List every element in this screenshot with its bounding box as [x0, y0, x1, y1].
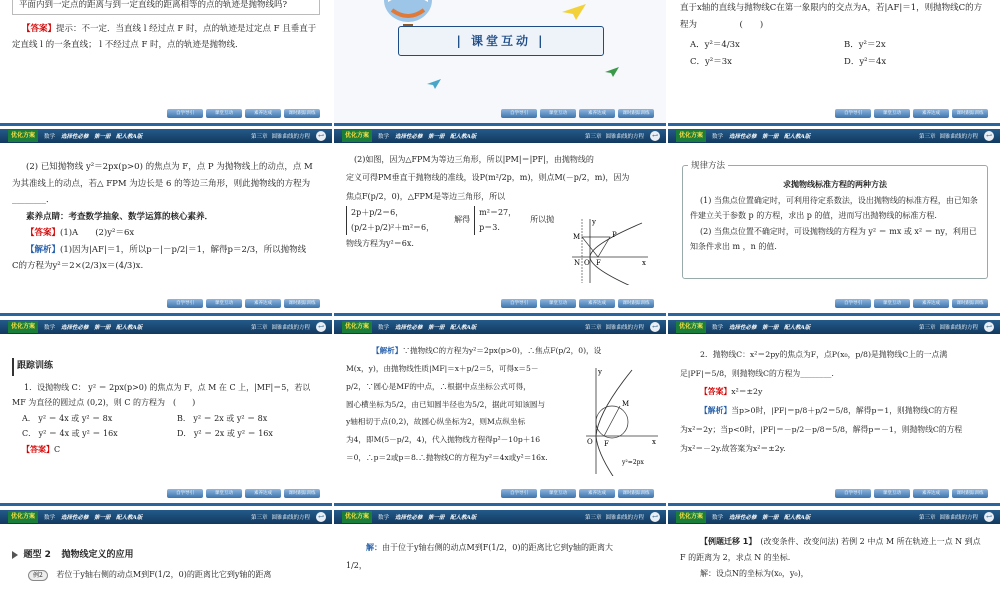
nav-btn-2[interactable]: 素养达成 [913, 109, 949, 118]
nav-btn-2[interactable]: 素养达成 [913, 299, 949, 308]
subject: 数学 [712, 325, 724, 331]
back-arrow-icon[interactable]: ↩ [650, 512, 660, 522]
label-o: O [584, 259, 590, 267]
back-arrow-icon[interactable]: ↩ [984, 322, 994, 332]
chapter: 第三章 [250, 325, 268, 331]
label-o: O [587, 438, 593, 446]
nav-btn-3[interactable]: 课时跟踪训练 [618, 489, 654, 498]
slide-header [334, 320, 666, 334]
slide-header [0, 320, 332, 334]
solve-word: 解得 [454, 215, 471, 225]
example-badge: 例2 [28, 570, 48, 581]
chapter: 第三章 [250, 134, 268, 140]
slide-example-1 [0, 129, 332, 316]
book-title: 选择性必修 第一册 配人教A版 [61, 515, 143, 521]
slide-concept-question [0, 0, 332, 126]
slide-header [0, 510, 332, 524]
chapter-title: 圆锥曲线的方程 [939, 515, 978, 521]
slide-choice-question [668, 0, 1000, 126]
back-arrow-icon[interactable]: ↩ [984, 131, 994, 141]
solution-line-3: p/2，∵圆心是MF的中点，∴根据中点坐标公式可得， [346, 381, 531, 391]
chapter: 第三章 [584, 325, 602, 331]
label-y: y [592, 218, 596, 226]
back-arrow-icon[interactable]: ↩ [650, 131, 660, 141]
slide-nav [668, 483, 1000, 506]
chapter-title: 圆锥曲线的方程 [271, 515, 310, 521]
slide-nav [334, 103, 666, 126]
nav-btn-2[interactable]: 素养达成 [913, 489, 949, 498]
variation-solution: 解：设点N的坐标为(x₀，y₀)， [700, 569, 809, 578]
solution-tag: 【解析】 [372, 346, 403, 355]
result-2: p＝3. [479, 222, 500, 232]
solution-line-4: 圆心横坐标为5/2，由已知圆半径也为5/2，据此可知该圆与 [346, 399, 546, 409]
nav-btn-0[interactable]: 自学导引 [835, 489, 871, 498]
answer-text: (1)A (2)y²＝6x [60, 228, 135, 239]
logo: 优化方案 [676, 321, 706, 333]
slide-practice [0, 320, 332, 506]
chapter: 第三章 [250, 515, 268, 521]
book-title: 选择性必修 第一册 配人教A版 [61, 134, 143, 140]
nav-btn-1[interactable]: 课堂互动 [540, 109, 576, 118]
triangle-fpm [582, 237, 610, 257]
slide-practice-solution [334, 320, 666, 506]
book-title: 选择性必修 第一册 配人教A版 [729, 325, 811, 331]
back-arrow-icon[interactable]: ↩ [316, 131, 326, 141]
nav-btn-1[interactable]: 课堂互动 [206, 299, 242, 308]
curve-label: y²=2px [622, 459, 644, 466]
solution-tag: 【解析】 [26, 244, 61, 255]
slide-type-2 [0, 510, 332, 600]
book-title: 选择性必修 第一册 配人教A版 [61, 325, 143, 331]
logo: 优化方案 [342, 321, 372, 333]
logo: 优化方案 [676, 511, 706, 523]
solution-line-7: ＝0，∴p＝2或p＝8.∴抛物线C的方程为y²＝4x或y²＝16x. [346, 453, 548, 463]
method-point-2: (2) 当焦点位置不确定时，可设抛物线的方程为 y² ＝ mx 或 x² ＝ ny，利用已知条件求出 m ，n 的值． [690, 226, 977, 252]
slide-nav [0, 293, 332, 316]
nav-btn-0[interactable]: 自学导引 [167, 489, 203, 498]
book-title: 选择性必修 第一册 配人教A版 [729, 134, 811, 140]
solution-line-2: C的方程为y²＝2×(2/3)x＝(4/3)x. [12, 261, 144, 272]
question-line-2: 足|PF|＝5/8，则抛物线C的方程为________. [680, 368, 834, 378]
chapter: 第三章 [584, 515, 602, 521]
so-word: 所以抛 [530, 215, 555, 225]
subject: 数学 [44, 515, 56, 521]
circle [596, 406, 628, 438]
nav-btn-3[interactable]: 课时跟踪训练 [284, 109, 320, 118]
slide-nav [668, 293, 1000, 316]
chapter: 第三章 [584, 134, 602, 140]
subject: 数学 [378, 325, 390, 331]
label-f: F [604, 440, 609, 448]
book-title: 选择性必修 第一册 配人教A版 [395, 325, 477, 331]
answer-text: C [54, 444, 61, 454]
solution-line-5: y轴相切于点(0,2)，故圆心纵坐标为2，则M点纵坐标 [346, 417, 526, 427]
back-arrow-icon[interactable]: ↩ [316, 322, 326, 332]
back-arrow-icon[interactable]: ↩ [984, 512, 994, 522]
label-p: P [612, 231, 617, 239]
chapter-title: 圆锥曲线的方程 [939, 325, 978, 331]
slide-header [0, 129, 332, 143]
logo: 优化方案 [676, 130, 706, 142]
method-title: 规律方法 [688, 159, 728, 171]
slide-example-1-solution [334, 129, 666, 316]
subject: 数学 [378, 134, 390, 140]
slide-practice-2 [668, 320, 1000, 506]
logo: 优化方案 [8, 130, 38, 142]
logo: 优化方案 [8, 511, 38, 523]
triangle-marker-icon [12, 551, 18, 559]
solution-line-2: 为x²＝2y；当p<0时，|PF|＝－p/2－p/8＝5/8，解得p＝－1，则抛物线C的方程 [680, 424, 963, 434]
solution-line-2: 1/2， [346, 561, 367, 571]
logo: 优化方案 [342, 511, 372, 523]
nav-btn-2[interactable]: 素养达成 [579, 109, 615, 118]
solution-line-1: (1)因为|AF|＝1，所以p－|－p/2|＝1，解得p＝2/3，所以抛物线 [60, 244, 307, 255]
slide-header [334, 510, 666, 524]
slide-nav [0, 103, 332, 126]
nav-btn-2[interactable]: 素养达成 [245, 489, 281, 498]
equation-1: 2p＋p/2＝6， [351, 208, 404, 218]
subject: 数学 [378, 515, 390, 521]
nav-btn-1[interactable]: 课堂互动 [874, 299, 910, 308]
option-a[interactable]: A． y² ＝ 4x 或 y² ＝ 8x [22, 413, 113, 423]
chapter-title: 圆锥曲线的方程 [605, 515, 644, 521]
solution-line-3: 焦点F(p/2，0)，△FPM是等边三角形，所以 [346, 191, 506, 201]
book-title: 选择性必修 第一册 配人教A版 [729, 515, 811, 521]
practice-title: 跟踪训练 [12, 358, 320, 376]
solution-tag: 【解析】 [700, 406, 732, 416]
solution-line-2: M(x，y)，由抛物线性质|MF|＝x＋p/2＝5，可得x＝5－ [346, 363, 539, 373]
solution-line-1: ∵抛物线C的方程为y²＝2px(p>0)，∴焦点F(p/2，0)，设 [402, 346, 602, 355]
solution-line-1: (2)如图，因为△FPM为等边三角形，所以|PM|＝|PF|，由抛物线的 [354, 155, 594, 164]
nav-btn-3[interactable]: 课时跟踪训练 [284, 489, 320, 498]
book-title: 选择性必修 第一册 配人教A版 [395, 134, 477, 140]
slide-nav [334, 293, 666, 316]
question-text: (2) 已知抛物线 y²＝2px(p>0) 的焦点为 F，点 P 为抛物线上的动点，点 M 为其准线上的动点，若△ FPM 为边长是 6 的等边三角形，则此抛物线的方程为________． [12, 162, 313, 206]
chapter: 第三章 [918, 515, 936, 521]
label-m: M [622, 400, 630, 408]
nav-btn-2[interactable]: 素养达成 [245, 299, 281, 308]
nav-btn-0[interactable]: 自学导引 [501, 109, 537, 118]
question-text: 若位于y轴右侧的动点M到F(1/2，0)的距离比它到y轴的距离 [56, 569, 272, 579]
variation-question: (改变条件、改变问法) 若例 2 中点 M 所在轨迹上一点 N 到点 F 的距离为 2，求点 N 的坐标. [680, 537, 981, 562]
option-c[interactable]: C．y²＝3x [690, 56, 732, 67]
slide-variation [668, 510, 1000, 600]
slide-header [668, 320, 1000, 334]
nav-btn-0[interactable]: 自学导引 [167, 109, 203, 118]
chapter: 第三章 [918, 325, 936, 331]
nav-btn-0[interactable]: 自学导引 [835, 299, 871, 308]
nav-btn-3[interactable]: 课时跟踪训练 [952, 489, 988, 498]
label-n: N [574, 259, 581, 267]
logo: 优化方案 [342, 130, 372, 142]
answer-text: 提示：不一定．当直线 l 经过点 F 时，点的轨迹是过定点 F 且垂直于定直线 l 的一条直线； l 不经过点 F 时，点的轨迹是抛物线． [12, 23, 317, 51]
nav-btn-2[interactable]: 素养达成 [579, 299, 615, 308]
option-a[interactable]: A．y²＝4/3x [690, 40, 740, 51]
back-arrow-icon[interactable]: ↩ [650, 322, 660, 332]
nav-btn-0[interactable]: 自学导引 [835, 109, 871, 118]
chapter-title: 圆锥曲线的方程 [605, 325, 644, 331]
variation-tag: 【例题迁移 1】 [700, 537, 757, 546]
nav-btn-1[interactable]: 课堂互动 [874, 109, 910, 118]
equation-2: (p/2＋p/2)²＋m²＝6， [351, 222, 435, 232]
label-x: x [652, 438, 656, 446]
label-x: x [642, 259, 646, 267]
back-arrow-icon[interactable]: ↩ [316, 512, 326, 522]
solution-line-1: 当p>0时，|PF|＝p/8＋p/2＝5/8，解得p＝1，则抛物线C的方程 [731, 406, 958, 416]
paper-plane-small-icon [604, 66, 620, 78]
label-m: M [573, 233, 581, 241]
question-text: 平面内到一定点的距离与到一定直线的距离相等的点的轨迹是抛物线吗? [12, 0, 320, 15]
slide-nav [334, 483, 666, 506]
subject: 数学 [44, 134, 56, 140]
paper-plane-teal-icon [426, 78, 442, 90]
nav-btn-1[interactable]: 课堂互动 [206, 109, 242, 118]
slide-nav [0, 483, 332, 506]
nav-btn-3[interactable]: 课时跟踪训练 [952, 299, 988, 308]
segment-mf [604, 406, 620, 436]
chapter-title: 圆锥曲线的方程 [271, 325, 310, 331]
option-c[interactable]: C． y² ＝ 4x 或 y² ＝ 16x [22, 429, 118, 439]
option-b[interactable]: B． y² ＝ 2x 或 y² ＝ 8x [176, 413, 268, 423]
solution-line-3: 为x²＝－2y.故答案为x²＝±2y. [680, 443, 786, 453]
option-b[interactable]: B．y²＝2x [844, 40, 886, 51]
nav-btn-3[interactable]: 课时跟踪训练 [284, 299, 320, 308]
answer-text: x²＝±2y [731, 387, 763, 397]
answer-tag: 【答案】 [22, 443, 54, 454]
nav-btn-2[interactable]: 素养达成 [579, 489, 615, 498]
slide-type-2-solution [334, 510, 666, 600]
slide-section-banner [334, 0, 666, 126]
option-d[interactable]: D．y²＝4x [844, 56, 887, 67]
chapter-title: 圆锥曲线的方程 [271, 134, 310, 140]
slide-header [668, 510, 1000, 524]
nav-btn-1[interactable]: 课堂互动 [206, 489, 242, 498]
method-subtitle: 求抛物线标准方程的两种方法 [783, 179, 887, 189]
type-label: 题型 2 [23, 550, 51, 560]
result-1: m²＝27， [479, 208, 517, 218]
chapter: 第三章 [918, 134, 936, 140]
parabola-figure-2 [584, 366, 660, 476]
nav-btn-3[interactable]: 课时跟踪训练 [618, 299, 654, 308]
subject: 数学 [44, 325, 56, 331]
solution-line-6: 为4，即M(5－p/2，4)，代入抛物线方程得p²－10p＋16 [346, 435, 541, 445]
subject: 数学 [712, 134, 724, 140]
type-title: 抛物线定义的应用 [61, 550, 134, 560]
slide-nav [668, 103, 1000, 126]
nav-btn-1[interactable]: 课堂互动 [874, 489, 910, 498]
question-line-1: 2．抛物线C：x²＝2py的焦点为F，点P(x₀，p/8)是抛物线C上的一点满 [700, 350, 948, 359]
option-d[interactable]: D． y² ＝ 2x 或 y² ＝ 16x [176, 429, 273, 439]
slide-header [668, 129, 1000, 143]
nav-btn-1[interactable]: 课堂互动 [540, 299, 576, 308]
solution-tag: 解： [366, 542, 382, 552]
nav-btn-2[interactable]: 素养达成 [245, 109, 281, 118]
solution-line-1: 由于位于y轴右侧的动点M到F(1/2，0)的距离比它到y轴的距离大 [382, 543, 613, 552]
nav-btn-0[interactable]: 自学导引 [501, 299, 537, 308]
answer-tag: 【答案】 [22, 23, 57, 34]
solution-line-2: 定义可得PM垂直于抛物线的准线，设P(m²/2p，m)，则点M(－p/2，m)，因为 [346, 173, 630, 183]
section-banner: | 课堂互动 | [398, 26, 604, 56]
method-point-1: (1) 当焦点位置确定时，可利用待定系数法，设出抛物线的标准方程，由已知条件建立关于参数 p 的方程，求出 p 的值，进而写出抛物线的标准方程． [690, 195, 978, 221]
slide-method [668, 129, 1000, 316]
chapter-title: 圆锥曲线的方程 [939, 134, 978, 140]
literacy-point: 素养点睛：考查数学抽象、数学运算的核心素养． [26, 211, 214, 222]
nav-btn-3[interactable]: 课时跟踪训练 [952, 109, 988, 118]
question-text: 1．设抛物线 C： y² ＝ 2px(p>0) 的焦点为 F，点 M 在 C 上，|MF|＝5，若以 MF 为直径的圆过点 (0,2)，则 C 的方程为 ( ) [12, 382, 311, 408]
label-f: F [596, 259, 601, 267]
nav-btn-3[interactable]: 课时跟踪训练 [618, 109, 654, 118]
chapter-title: 圆锥曲线的方程 [605, 134, 644, 140]
solution-line-4: 物线方程为y²＝6x. [346, 238, 414, 248]
nav-btn-1[interactable]: 课堂互动 [540, 489, 576, 498]
question-text: 直于x轴的直线与抛物线C在第一象限内的交点为A，若|AF|＝1，则抛物线C的方程为 ( ) [680, 3, 983, 30]
book-title: 选择性必修 第一册 配人教A版 [395, 515, 477, 521]
answer-tag: 【答案】 [26, 228, 61, 239]
parabola-figure-1 [570, 215, 650, 285]
paper-plane-icon [560, 2, 588, 22]
logo: 优化方案 [8, 321, 38, 333]
subject: 数学 [712, 515, 724, 521]
slide-header [334, 129, 666, 143]
nav-btn-0[interactable]: 自学导引 [501, 489, 537, 498]
label-y: y [598, 368, 602, 376]
answer-tag: 【答案】 [700, 387, 732, 397]
nav-btn-0[interactable]: 自学导引 [167, 299, 203, 308]
